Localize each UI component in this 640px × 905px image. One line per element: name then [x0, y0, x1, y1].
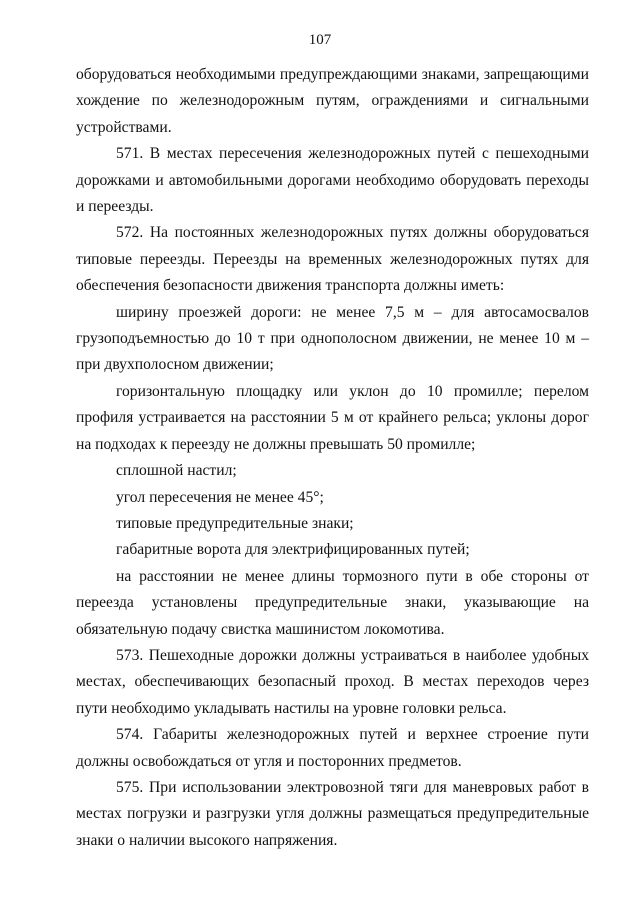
paragraph-571: 571. В местах пересечения железнодорожных путей с пешеходными дорожками и автомобильными дорогами необходимо оборудовать переходы и переезды. — [76, 145, 589, 216]
list-item-solid-deck: сплошной настил; — [116, 462, 237, 480]
paragraph-continuation: оборудоваться необходимыми предупреждающими знаками, запрещающими хождение по железнодорожным путям, ограждениями и сигнальными устройствами. — [76, 66, 589, 136]
paragraph-573: 573. Пешеходные дорожки должны устраиваться в наиболее удобных местах, обеспечивающих безопасный проход. В местах переходов через пути необходимо укладывать настилы на уровне головки рельса. — [76, 646, 589, 717]
list-item-road-width: ширину проезжей дороги: не менее 7,5 м – для автосамосвалов грузоподъемностью до 10 т при однополосном движении, не менее 10 м – при двухполосном движении; — [76, 303, 589, 374]
document-body — [76, 62, 589, 854]
list-item-crossing-angle: угол пересечения не менее 45°; — [116, 488, 324, 506]
list-item-clearance-gates: габаритные ворота для электрифицированных путей; — [116, 541, 470, 559]
list-item-braking-distance-signs: на расстоянии не менее длины тормозного пути в обе стороны от переезда установлены предупредительные знаки, указывающие на обязательную подачу свистка машинистом локомотива. — [76, 567, 589, 638]
page-number: 107 — [308, 32, 332, 48]
paragraph-574: 574. Габариты железнодорожных путей и верхнее строение пути должны освобождаться от угля и посторонних предметов. — [76, 726, 589, 770]
list-item-warning-signs: типовые предупредительные знаки; — [116, 514, 354, 532]
paragraph-572: 572. На постоянных железнодорожных путях должны оборудоваться типовые переезды. Переезды на временных железнодорожных путях для обеспечения безопасности движения транспорта должны иметь: — [76, 224, 589, 295]
paragraph-575: 575. При использовании электровозной тяги для маневровых работ в местах погрузки и разгрузки угля должны размещаться предупредительные знаки о наличии высокого напряжения. — [76, 778, 589, 849]
list-item-horizontal-platform: горизонтальную площадку или уклон до 10 промилле; перелом профиля устраивается на расстоянии 5 м от крайнего рельса; уклоны дорог на подходах к переезду не должны превышать 50 промилле; — [76, 382, 589, 453]
